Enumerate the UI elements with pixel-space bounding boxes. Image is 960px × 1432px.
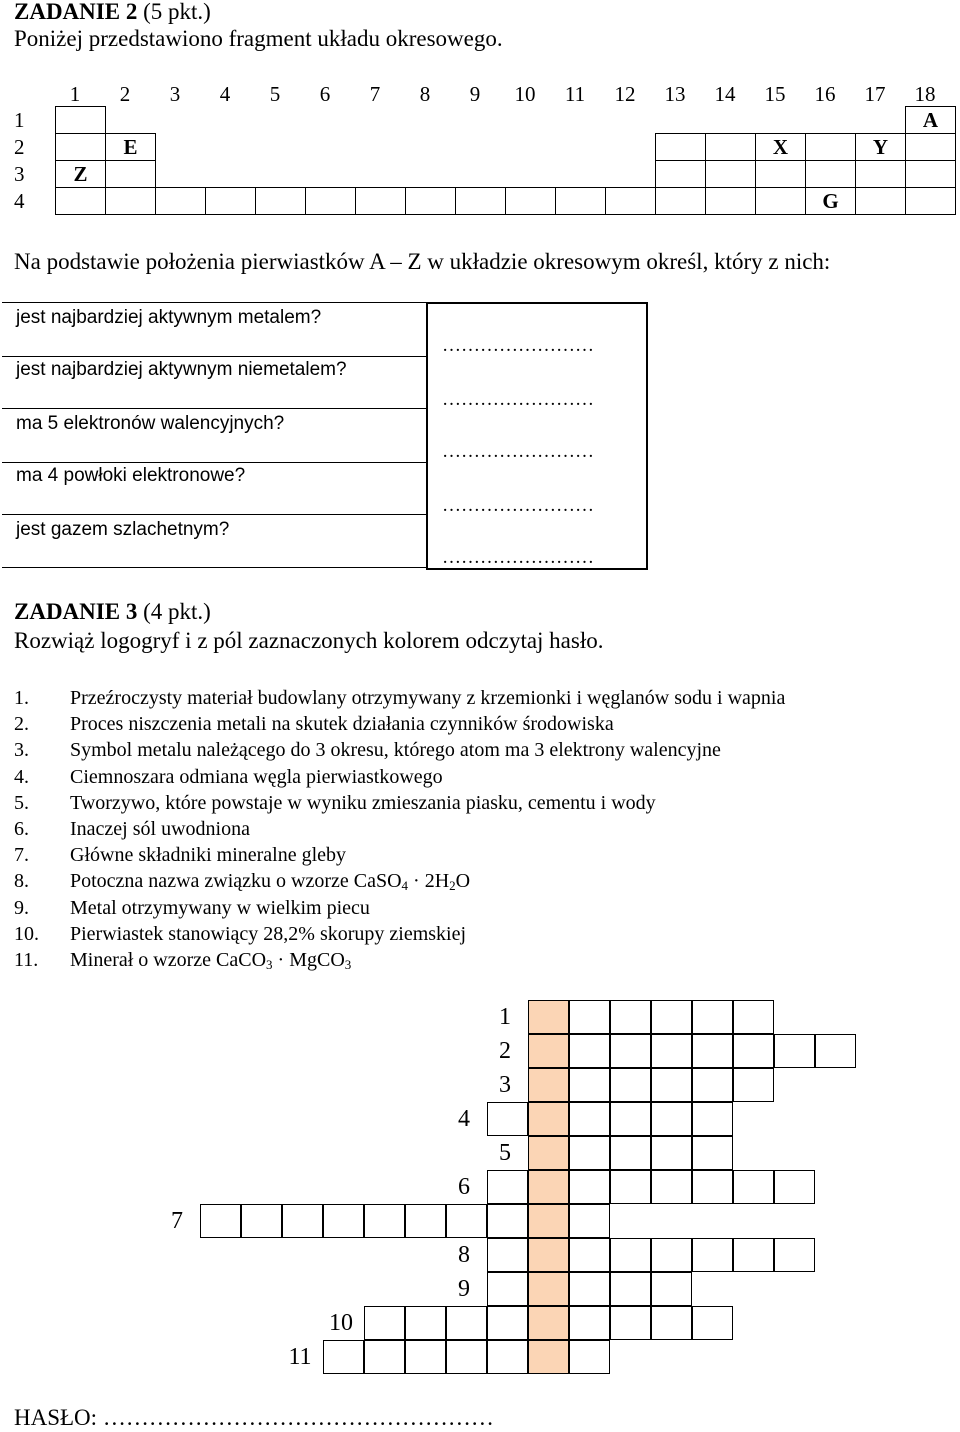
group-number-5: 5 bbox=[269, 82, 281, 106]
element-cell-p1-g1 bbox=[55, 106, 106, 134]
crossword-row-number-3: 3 bbox=[499, 1072, 511, 1098]
question-item-4: ma 4 powłoki elektronowe? bbox=[16, 465, 246, 486]
element-cell-p4-g17 bbox=[855, 187, 906, 215]
clue-number-2: 2. bbox=[14, 713, 29, 736]
crossword-cell[interactable] bbox=[323, 1340, 364, 1374]
crossword-cell[interactable] bbox=[692, 1238, 733, 1272]
clue-text-1 bbox=[70, 686, 785, 710]
crossword-cell[interactable] bbox=[610, 1306, 651, 1340]
question-item-2: jest najbardziej aktywnym niemetalem? bbox=[16, 359, 347, 380]
crossword-password-cell[interactable] bbox=[528, 1034, 569, 1068]
task2-heading bbox=[14, 0, 211, 26]
crossword-row-number-2: 2 bbox=[499, 1038, 511, 1064]
crossword-cell[interactable] bbox=[282, 1204, 323, 1238]
clue-formula-part: 3 bbox=[344, 957, 352, 972]
task3-title: ZADANIE 3 bbox=[14, 599, 138, 624]
crossword-cell[interactable] bbox=[692, 1068, 733, 1102]
crossword-cell[interactable] bbox=[692, 1170, 733, 1204]
crossword-cell[interactable] bbox=[774, 1034, 815, 1068]
crossword-cell[interactable] bbox=[364, 1340, 405, 1374]
crossword-cell[interactable] bbox=[487, 1170, 528, 1204]
clue-text-body-9: Metal otrzymywany w wielkim piecu bbox=[70, 896, 370, 919]
clue-formula-part: CaSO bbox=[353, 870, 402, 893]
period-number-3: 3 bbox=[14, 162, 25, 186]
crossword-row-number-7: 7 bbox=[171, 1208, 183, 1234]
group-number-1: 1 bbox=[69, 82, 81, 106]
crossword-cell[interactable] bbox=[487, 1306, 528, 1340]
crossword-cell[interactable] bbox=[815, 1034, 856, 1068]
crossword-cell[interactable] bbox=[610, 1136, 651, 1170]
clue-number-9: 9. bbox=[14, 896, 29, 919]
crossword-cell[interactable] bbox=[569, 1306, 610, 1340]
clue-number-8: 8. bbox=[14, 870, 29, 893]
crossword-password-cell[interactable] bbox=[528, 1306, 569, 1340]
crossword-cell[interactable] bbox=[692, 1034, 733, 1068]
element-cell-p4-g11 bbox=[555, 187, 606, 215]
task2-points: (5 pkt.) bbox=[143, 0, 211, 24]
element-cell-p4-g14 bbox=[705, 187, 756, 215]
crossword-cell[interactable] bbox=[651, 1068, 692, 1102]
element-cell-p2-g13 bbox=[655, 133, 706, 161]
question-column bbox=[2, 302, 428, 568]
clue-number-1: 1. bbox=[14, 687, 29, 709]
crossword-cell[interactable] bbox=[446, 1306, 487, 1340]
answer-field-4[interactable]: …………………… bbox=[442, 495, 594, 516]
element-cell-p3-g2 bbox=[105, 160, 156, 188]
crossword-password-cell[interactable] bbox=[528, 1000, 569, 1034]
crossword-cell[interactable] bbox=[569, 1068, 610, 1102]
task2-title: ZADANIE 2 bbox=[14, 0, 138, 24]
group-number-6: 6 bbox=[319, 82, 331, 106]
group-number-16: 16 bbox=[814, 82, 836, 106]
element-cell-p2-g14 bbox=[705, 133, 756, 161]
element-cell-X: X bbox=[755, 133, 806, 161]
crossword-row-number-10: 10 bbox=[329, 1310, 353, 1336]
answer-field-2[interactable]: …………………… bbox=[442, 389, 594, 410]
clue-text-body-5: Tworzywo, które powstaje w wyniku zmieszania piasku, cementu i wody bbox=[70, 791, 656, 814]
period-number-1: 1 bbox=[14, 108, 25, 132]
group-number-2: 2 bbox=[119, 82, 131, 106]
clue-number-10: 10. bbox=[14, 922, 39, 945]
crossword-row-number-5: 5 bbox=[499, 1140, 511, 1166]
element-cell-p2-g16 bbox=[805, 133, 856, 161]
crossword-password-cell[interactable] bbox=[528, 1170, 569, 1204]
crossword-cell[interactable] bbox=[692, 1000, 733, 1034]
clue-text-body-8: Potoczna nazwa związku o wzorze bbox=[70, 870, 354, 893]
element-cell-p4-g5 bbox=[255, 187, 306, 215]
crossword-cell[interactable] bbox=[569, 1034, 610, 1068]
group-number-9: 9 bbox=[469, 82, 481, 106]
element-cell-Z: Z bbox=[55, 160, 106, 188]
crossword-cell[interactable] bbox=[774, 1170, 815, 1204]
crossword-password-cell[interactable] bbox=[528, 1136, 569, 1170]
question-item-3: ma 5 elektronów walencyjnych? bbox=[16, 413, 285, 434]
task2-question: Na podstawie położenia pierwiastków A – Z w układzie okresowym określ, który z nich: bbox=[14, 249, 831, 274]
group-number-8: 8 bbox=[419, 82, 431, 106]
clue-formula-part: CaCO bbox=[216, 949, 267, 971]
crossword-row-number-6: 6 bbox=[458, 1174, 470, 1200]
group-number-4: 4 bbox=[219, 82, 231, 106]
crossword-password-cell[interactable] bbox=[528, 1272, 569, 1306]
crossword-cell[interactable] bbox=[364, 1306, 405, 1340]
clue-text-10 bbox=[70, 922, 466, 946]
crossword-password-cell[interactable] bbox=[528, 1204, 569, 1238]
clue-text-3 bbox=[70, 738, 721, 762]
element-cell-p3-g16 bbox=[805, 160, 856, 188]
crossword-row-number-1: 1 bbox=[499, 1004, 511, 1030]
password-row bbox=[14, 1404, 494, 1432]
clue-text-body-7: Główne składniki mineralne gleby bbox=[70, 844, 347, 867]
password-label: HASŁO: bbox=[14, 1405, 98, 1430]
element-cell-p2-g1 bbox=[55, 133, 106, 161]
element-cell-p3-g17 bbox=[855, 160, 906, 188]
answer-field-5[interactable]: …………………… bbox=[442, 547, 594, 568]
crossword-cell[interactable] bbox=[733, 1238, 774, 1272]
clue-text-8 bbox=[70, 869, 470, 893]
crossword-cell[interactable] bbox=[733, 1170, 774, 1204]
clue-formula-part: · 2H bbox=[408, 870, 450, 893]
clue-number-7: 7. bbox=[14, 844, 29, 867]
crossword-password-cell[interactable] bbox=[528, 1340, 569, 1374]
group-number-7: 7 bbox=[369, 82, 381, 106]
crossword-cell[interactable] bbox=[487, 1272, 528, 1306]
element-cell-G: G bbox=[805, 187, 856, 215]
crossword-cell[interactable] bbox=[569, 1272, 610, 1306]
crossword-cell[interactable] bbox=[446, 1340, 487, 1374]
crossword-cell[interactable] bbox=[610, 1238, 651, 1272]
crossword-cell[interactable] bbox=[487, 1238, 528, 1272]
crossword-cell[interactable] bbox=[569, 1204, 610, 1238]
crossword-cell[interactable] bbox=[487, 1340, 528, 1374]
crossword-cell[interactable] bbox=[569, 1102, 610, 1136]
question-item-1: jest najbardziej aktywnym metalem? bbox=[16, 307, 322, 328]
element-cell-p4-g8 bbox=[405, 187, 456, 215]
element-cell-E: E bbox=[105, 133, 156, 161]
group-number-11: 11 bbox=[564, 82, 586, 106]
clue-text-body-3: Symbol metalu należącego do 3 okresu, którego atom ma 3 elektrony walencyjne bbox=[70, 739, 721, 762]
element-cell-p2-g18 bbox=[905, 133, 956, 161]
element-cell-p4-g12 bbox=[605, 187, 656, 215]
clue-text-body-4: Ciemnoszara odmiana węgla pierwiastkowego bbox=[70, 765, 443, 788]
element-cell-p3-g15 bbox=[755, 160, 806, 188]
crossword-cell[interactable] bbox=[651, 1272, 692, 1306]
clue-formula-part: 2 bbox=[449, 878, 456, 894]
period-number-4: 4 bbox=[14, 189, 25, 213]
crossword-cell[interactable] bbox=[651, 1000, 692, 1034]
crossword-cell[interactable] bbox=[692, 1136, 733, 1170]
crossword-cell[interactable] bbox=[487, 1102, 528, 1136]
period-number-2: 2 bbox=[14, 135, 25, 159]
task3-points: (4 pkt.) bbox=[143, 599, 211, 624]
crossword-cell[interactable] bbox=[569, 1170, 610, 1204]
crossword-cell[interactable] bbox=[569, 1000, 610, 1034]
element-cell-p4-g13 bbox=[655, 187, 706, 215]
clue-number-11: 11. bbox=[14, 949, 39, 971]
element-cell-p3-g13 bbox=[655, 160, 706, 188]
question-table bbox=[2, 302, 646, 568]
crossword-cell[interactable] bbox=[200, 1204, 241, 1238]
element-cell-p4-g10 bbox=[505, 187, 556, 215]
element-cell-p3-g18 bbox=[905, 160, 956, 188]
crossword-cell[interactable] bbox=[241, 1204, 282, 1238]
crossword-cell[interactable] bbox=[692, 1306, 733, 1340]
element-cell-Y: Y bbox=[855, 133, 906, 161]
crossword-cell[interactable] bbox=[651, 1306, 692, 1340]
group-number-15: 15 bbox=[764, 82, 786, 106]
crossword-password-cell[interactable] bbox=[528, 1068, 569, 1102]
element-cell-p4-g3 bbox=[155, 187, 206, 215]
clue-text-11 bbox=[70, 948, 351, 972]
element-cell-A: A bbox=[905, 106, 956, 134]
crossword-cell[interactable] bbox=[733, 1000, 774, 1034]
crossword-cell[interactable] bbox=[446, 1204, 487, 1238]
crossword-row-number-11: 11 bbox=[288, 1344, 312, 1370]
clue-formula-part: O bbox=[455, 870, 471, 893]
element-cell-p4-g4 bbox=[205, 187, 256, 215]
clue-list bbox=[0, 686, 960, 976]
clue-text-body-1: Przeźroczysty materiał budowlany otrzymywany z krzemionki i węglanów sodu i wapnia bbox=[70, 687, 786, 709]
crossword-cell[interactable] bbox=[610, 1000, 651, 1034]
element-cell-p4-g6 bbox=[305, 187, 356, 215]
clue-text-6 bbox=[70, 817, 250, 841]
crossword-cell[interactable] bbox=[692, 1102, 733, 1136]
clue-text-4 bbox=[70, 765, 443, 789]
group-number-14: 14 bbox=[714, 82, 736, 106]
clue-text-body-6: Inaczej sól uwodniona bbox=[70, 818, 250, 840]
group-number-18: 18 bbox=[914, 82, 936, 106]
crossword-cell[interactable] bbox=[610, 1272, 651, 1306]
crossword-cell[interactable] bbox=[610, 1034, 651, 1068]
crossword-password-cell[interactable] bbox=[528, 1238, 569, 1272]
crossword-cell[interactable] bbox=[733, 1034, 774, 1068]
element-cell-p4-g9 bbox=[455, 187, 506, 215]
clue-formula-part: · MgCO bbox=[272, 949, 345, 971]
element-cell-p4-g18 bbox=[905, 187, 956, 215]
element-cell-p4-g15 bbox=[755, 187, 806, 215]
crossword-cell[interactable] bbox=[774, 1238, 815, 1272]
answer-field-1[interactable]: …………………… bbox=[442, 335, 594, 356]
crossword-row-number-4: 4 bbox=[458, 1106, 470, 1132]
crossword-cell[interactable] bbox=[487, 1204, 528, 1238]
group-number-10: 10 bbox=[514, 82, 536, 106]
clue-text-body-2: Proces niszczenia metali na skutek działania czynników środowiska bbox=[70, 713, 614, 736]
clue-text-7 bbox=[70, 843, 346, 867]
crossword-cell[interactable] bbox=[569, 1340, 610, 1374]
clue-formula-part: 3 bbox=[266, 957, 273, 972]
clue-text-9 bbox=[70, 896, 370, 920]
task2-intro: Poniżej przedstawiono fragment układu okresowego. bbox=[14, 26, 503, 51]
group-number-13: 13 bbox=[664, 82, 686, 106]
crossword-cell[interactable] bbox=[569, 1136, 610, 1170]
crossword-cell[interactable] bbox=[569, 1238, 610, 1272]
element-cell-p3-g14 bbox=[705, 160, 756, 188]
clue-number-4: 4. bbox=[14, 765, 29, 788]
clue-text-body-10: Pierwiastek stanowiący 28,2% skorupy ziemskiej bbox=[70, 922, 467, 945]
element-cell-p4-g1 bbox=[55, 187, 106, 215]
crossword-cell[interactable] bbox=[405, 1340, 446, 1374]
answer-field-3[interactable]: …………………… bbox=[442, 441, 594, 462]
group-number-12: 12 bbox=[614, 82, 636, 106]
crossword-cell[interactable] bbox=[651, 1238, 692, 1272]
crossword-cell[interactable] bbox=[405, 1204, 446, 1238]
clue-text-body-11: Minerał o wzorze bbox=[70, 949, 217, 971]
crossword-cell[interactable] bbox=[610, 1170, 651, 1204]
group-number-3: 3 bbox=[169, 82, 181, 106]
crossword-cell[interactable] bbox=[323, 1204, 364, 1238]
element-cell-p4-g2 bbox=[105, 187, 156, 215]
clue-text-5 bbox=[70, 791, 656, 815]
crossword-cell[interactable] bbox=[651, 1170, 692, 1204]
clue-number-6: 6. bbox=[14, 818, 29, 840]
periodic-table-fragment bbox=[0, 78, 960, 220]
crossword-cell[interactable] bbox=[610, 1068, 651, 1102]
clue-number-3: 3. bbox=[14, 739, 29, 762]
crossword-password-cell[interactable] bbox=[528, 1102, 569, 1136]
clue-number-5: 5. bbox=[14, 791, 29, 814]
logogryph-grid bbox=[0, 1000, 960, 1380]
clue-text-2 bbox=[70, 712, 614, 736]
task3-heading bbox=[14, 598, 211, 626]
clue-formula-part: 4 bbox=[401, 878, 409, 894]
crossword-cell[interactable] bbox=[405, 1306, 446, 1340]
crossword-row-number-9: 9 bbox=[458, 1276, 470, 1302]
question-item-5: jest gazem szlachetnym? bbox=[16, 519, 230, 540]
crossword-row-number-8: 8 bbox=[458, 1242, 470, 1268]
group-number-17: 17 bbox=[864, 82, 886, 106]
crossword-cell[interactable] bbox=[733, 1068, 774, 1102]
element-cell-p4-g7 bbox=[355, 187, 406, 215]
crossword-cell[interactable] bbox=[651, 1136, 692, 1170]
crossword-cell[interactable] bbox=[364, 1204, 405, 1238]
crossword-cell[interactable] bbox=[610, 1102, 651, 1136]
crossword-cell[interactable] bbox=[651, 1102, 692, 1136]
crossword-cell[interactable] bbox=[651, 1034, 692, 1068]
password-field[interactable]: …………………………………………… bbox=[102, 1405, 494, 1430]
task3-intro: Rozwiąż logogryf i z pól zaznaczonych kolorem odczytaj hasło. bbox=[14, 628, 604, 653]
